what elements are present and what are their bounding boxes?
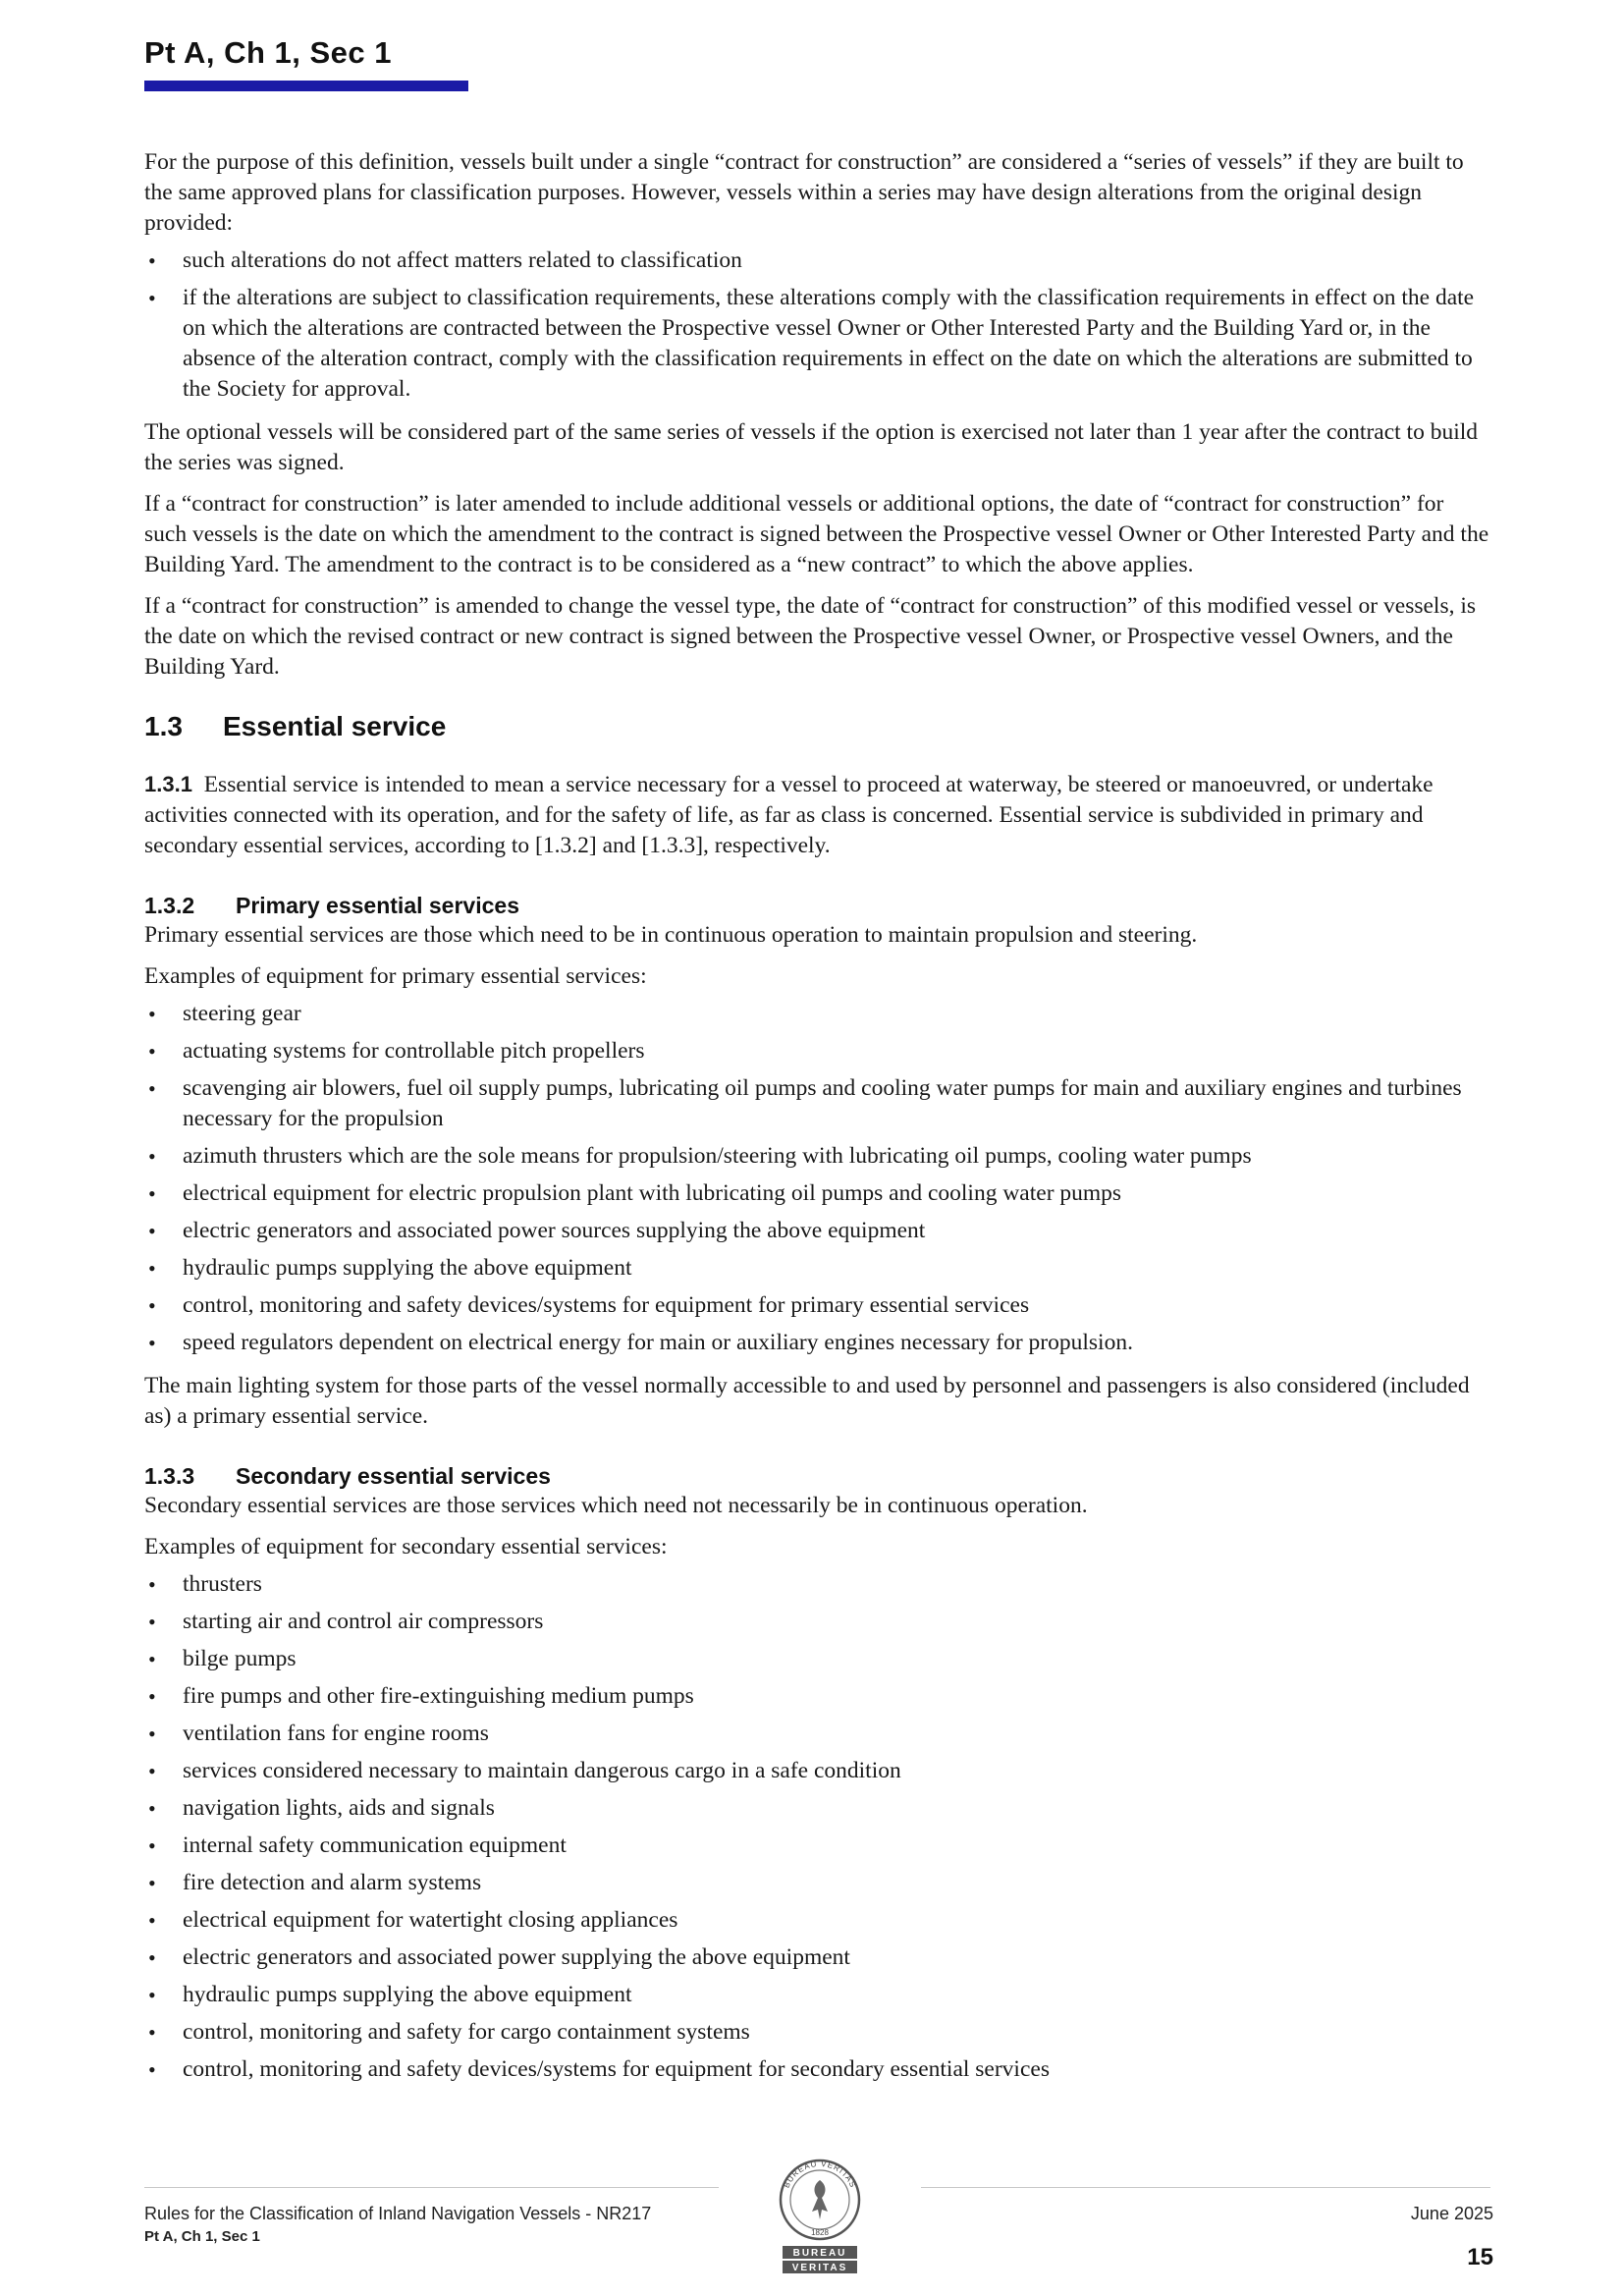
intro-paragraph: If a “contract for construction” is amended to change the vessel type, the date of “contract for construction” of this modified vessel or vessels, is the date on which the revised contract or new contract is signed between the Prospective vessel Owner, or Prospective vessel Owners, and the Building Yard. <box>144 593 1477 680</box>
bullet-icon: • <box>148 2020 156 2045</box>
bullet-icon: • <box>148 1256 156 1281</box>
list-item: • starting air and control air compressors <box>144 1607 1489 1637</box>
paragraph: Examples of equipment for primary essential services: <box>144 963 647 989</box>
section-heading-1-3-3: 1.3.3 Secondary essential services <box>144 1463 551 1489</box>
bullet-icon: • <box>148 1039 156 1064</box>
list-item: • electrical equipment for watertight closing appliances <box>144 1905 1489 1936</box>
list-item: • actuating systems for controllable pitch propellers <box>144 1036 1489 1066</box>
bullet-icon: • <box>148 1796 156 1821</box>
footer-divider <box>921 2187 1490 2188</box>
logo-year: 1828 <box>811 2228 829 2237</box>
bullet-icon: • <box>148 248 156 273</box>
bureau-veritas-logo-icon <box>769 2151 871 2278</box>
bullet-icon: • <box>148 1833 156 1858</box>
list-item: • ventilation fans for engine rooms <box>144 1719 1489 1749</box>
secondary-services-list <box>144 1569 1489 2085</box>
bullet-icon: • <box>148 1610 156 1634</box>
list-item: • such alterations do not affect matters related to classification <box>144 246 1489 276</box>
bullet-icon: • <box>148 1572 156 1597</box>
logo-word-bureau: BUREAU <box>792 2248 847 2259</box>
bullet-icon: • <box>148 1647 156 1671</box>
paragraph: Primary essential services are those which need to be in continuous operation to maintain propulsion and steering. <box>144 922 1198 948</box>
list-item: • electric generators and associated power sources supplying the above equipment <box>144 1216 1489 1246</box>
list-item: • thrusters <box>144 1569 1489 1600</box>
bullet-icon: • <box>148 1293 156 1318</box>
bullet-icon: • <box>148 1908 156 1933</box>
bullet-icon: • <box>148 2057 156 2082</box>
list-item: • control, monitoring and safety devices/systems for equipment for primary essential services <box>144 1290 1489 1321</box>
list-item: • electric generators and associated power supplying the above equipment <box>144 1942 1489 1973</box>
page-number: 15 <box>1467 2244 1493 2270</box>
paragraph-1-3-1: 1.3.1 Essential service is intended to mean a service necessary for a vessel to proceed at waterway, be steered or manoeuvred, or undertake activities connected with its operation, and for the safety of life, as far as class is concerned. Essential service is subdivided in primary and secondary essential services, according to [1.3.2] and [1.3.3], respectively. <box>144 772 1434 858</box>
list-item: • azimuth thrusters which are the sole means for propulsion/steering with lubricating oil pumps, cooling water pumps <box>144 1141 1489 1172</box>
bullet-icon: • <box>148 1002 156 1026</box>
bullet-icon: • <box>148 286 156 310</box>
paragraph: Examples of equipment for secondary essential services: <box>144 1534 668 1559</box>
list-item: • steering gear <box>144 999 1489 1029</box>
list-item: • scavenging air blowers, fuel oil supply pumps, lubricating oil pumps and cooling water pumps for main and auxiliary engines and turbines necessary for the propulsion <box>148 1075 1462 1131</box>
footer-date: June 2025 <box>1410 2204 1493 2223</box>
list-item: • hydraulic pumps supplying the above equipment <box>144 1980 1489 2010</box>
list-item: • if the alterations are subject to classification requirements, these alterations comply with the classification requirements in effect on the date on which the alterations are contracted between the Prospective vessel Owner or Other Interested Party and the Building Yard or, in the absence of the alteration contract, comply with the classification requirements in effect on the date on which the alterations are submitted to the Society for approval. <box>148 285 1475 402</box>
list-item: • speed regulators dependent on electrical energy for main or auxiliary engines necessary for propulsion. <box>144 1328 1489 1358</box>
bullet-icon: • <box>148 1983 156 2007</box>
logo-arc-text: BUREAU VERITAS <box>782 2159 858 2190</box>
list-item: • bilge pumps <box>144 1644 1489 1674</box>
footer-divider <box>144 2187 719 2188</box>
bullet-icon: • <box>148 1076 156 1101</box>
list-item: • electrical equipment for electric propulsion plant with lubricating oil pumps and cooling water pumps <box>144 1178 1489 1209</box>
paragraph: Secondary essential services are those services which need not necessarily be in continuous operation. <box>144 1493 1088 1518</box>
bullet-icon: • <box>148 1871 156 1895</box>
bullet-icon: • <box>148 1722 156 1746</box>
bullet-icon: • <box>148 1331 156 1355</box>
footer-section-ref: Pt A, Ch 1, Sec 1 <box>144 2228 260 2245</box>
list-item: • navigation lights, aids and signals <box>144 1793 1489 1824</box>
bullet-icon: • <box>148 1684 156 1709</box>
list-item: • fire detection and alarm systems <box>144 1868 1489 1898</box>
list-item: • fire pumps and other fire-extinguishing medium pumps <box>144 1681 1489 1712</box>
list-item: • services considered necessary to maintain dangerous cargo in a safe condition <box>144 1756 1489 1786</box>
page-content <box>144 147 1489 2085</box>
intro-paragraph: If a “contract for construction” is later amended to include additional vessels or additional options, the date of “contract for construction” for such vessels is the date on which the amendment to the contract is signed between the Prospective vessel Owner or Other Interested Party and the Building Yard. The amendment to the contract is to be considered as a “new contract” to which the above applies. <box>144 491 1489 577</box>
logo-word-veritas: VERITAS <box>791 2263 848 2273</box>
paragraph: The main lighting system for those parts of the vessel normally accessible to and used by personnel and passengers is also considered (included as) a primary essential service. <box>144 1373 1470 1429</box>
intro-bullet-list <box>144 246 1489 405</box>
section-heading-1-3-2: 1.3.2 Primary essential services <box>144 893 519 918</box>
bullet-icon: • <box>148 1144 156 1169</box>
list-item: • control, monitoring and safety for cargo containment systems <box>144 2017 1489 2048</box>
list-item: • control, monitoring and safety devices/systems for equipment for secondary essential services <box>144 2054 1489 2085</box>
bullet-icon: • <box>148 1181 156 1206</box>
list-item: • internal safety communication equipment <box>144 1831 1489 1861</box>
intro-paragraph: The optional vessels will be considered part of the same series of vessels if the option is exercised not later than 1 year after the contract to build the series was signed. <box>144 419 1478 475</box>
bullet-icon: • <box>148 1219 156 1243</box>
bullet-icon: • <box>148 1759 156 1783</box>
primary-services-list <box>144 999 1489 1358</box>
header-rule <box>144 81 468 91</box>
page-header-title: Pt A, Ch 1, Sec 1 <box>144 35 392 70</box>
bullet-icon: • <box>148 1945 156 1970</box>
footer-document-title: Rules for the Classification of Inland Navigation Vessels - NR217 <box>144 2204 652 2223</box>
intro-paragraph: For the purpose of this definition, vessels built under a single “contract for construction” are considered a “series of vessels” if they are built to the same approved plans for classification purposes. However, vessels within a series may have design alterations from the original design provided: <box>144 149 1464 236</box>
section-heading-1-3: 1.3 Essential service <box>144 711 447 741</box>
list-item: • hydraulic pumps supplying the above equipment <box>144 1253 1489 1284</box>
